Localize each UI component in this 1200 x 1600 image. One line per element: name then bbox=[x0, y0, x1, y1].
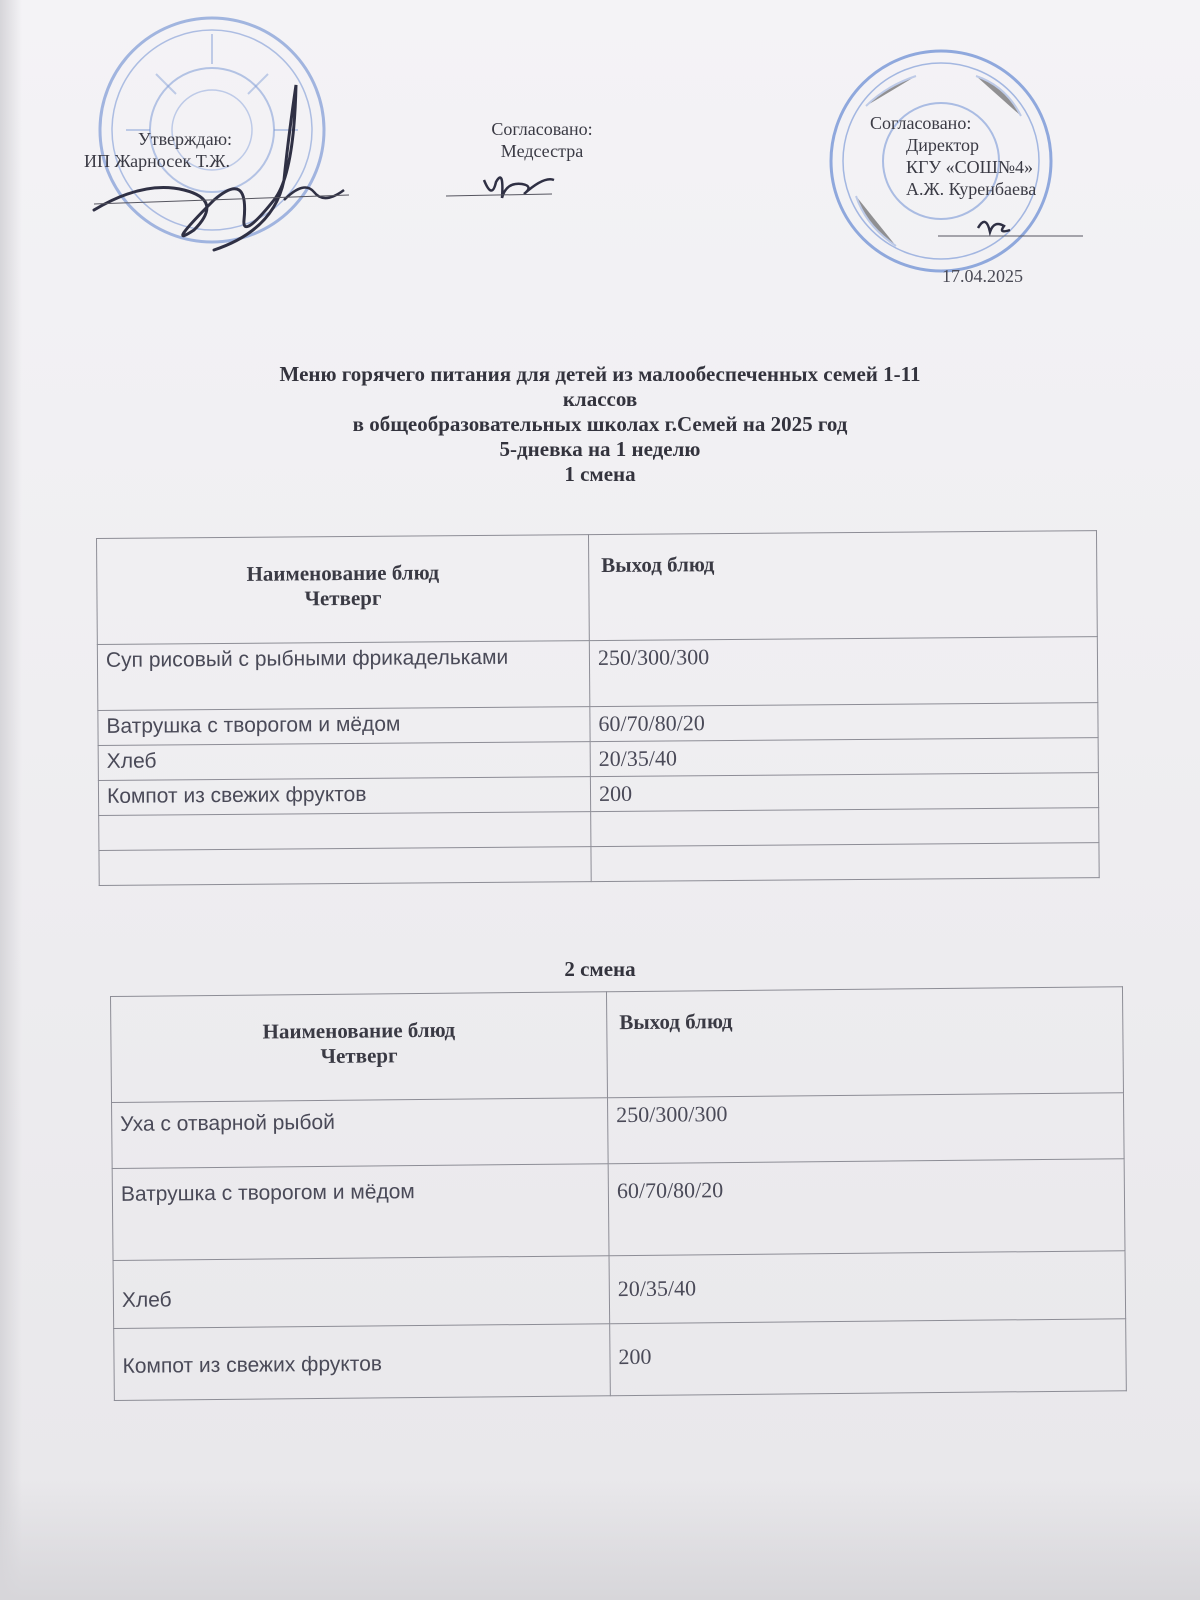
portion-cell: 200 bbox=[610, 1319, 1127, 1396]
portion-cell: 60/70/80/20 bbox=[608, 1159, 1125, 1256]
portion-cell: 250/300/300 bbox=[589, 637, 1098, 707]
portion-cell: 20/35/40 bbox=[609, 1251, 1126, 1324]
director-title: Директор bbox=[906, 135, 980, 155]
title-line-1: Меню горячего питания для детей из малообеспеченных семей 1-11 bbox=[279, 362, 921, 386]
table-row bbox=[112, 1093, 1125, 1169]
approval-date: 17.04.2025 bbox=[942, 266, 1023, 286]
dish-name-header bbox=[97, 535, 590, 645]
dish-name-header-text: Наименование блюд bbox=[246, 560, 440, 586]
signature-director bbox=[938, 208, 1088, 253]
portion-cell bbox=[591, 808, 1099, 847]
title-line-2: классов bbox=[562, 387, 638, 411]
portion-header: Выход блюд bbox=[588, 531, 1097, 641]
approver-name: ИП Жарносек Т.Ж. bbox=[84, 151, 231, 171]
table-row bbox=[114, 1319, 1127, 1401]
table-row bbox=[97, 637, 1097, 711]
portion-cell bbox=[591, 843, 1099, 882]
dish-name-cell: Хлеб bbox=[113, 1256, 610, 1329]
agreed-label-nurse: Согласовано: bbox=[491, 119, 593, 139]
portion-cell: 60/70/80/20 bbox=[590, 703, 1098, 742]
weekday-header-text: Четверг bbox=[304, 585, 382, 611]
dish-name-cell: Ватрушка с творогом и мёдом bbox=[112, 1164, 609, 1261]
agreed-label-director: Согласовано: bbox=[870, 113, 972, 133]
approve-label: Утверждаю: bbox=[138, 129, 233, 149]
portion-cell: 20/35/40 bbox=[590, 738, 1098, 777]
table-row bbox=[113, 1251, 1126, 1329]
title-line-3: в общеобразовательных школах г.Семей на 2025 год bbox=[352, 412, 848, 436]
portion-cell: 200 bbox=[590, 773, 1098, 812]
portion-cell: 250/300/300 bbox=[607, 1093, 1124, 1164]
table-row bbox=[99, 843, 1099, 886]
dish-name-cell: Суп рисовый с рыбными фрикадельками bbox=[97, 641, 590, 711]
shift-1-label: 1 смена bbox=[564, 462, 636, 486]
nurse-title: Медсестра bbox=[500, 141, 584, 161]
agreed-nurse-block bbox=[462, 118, 622, 162]
dish-name-cell bbox=[99, 812, 591, 851]
dish-name-cell bbox=[99, 847, 591, 886]
signature-left bbox=[74, 80, 364, 265]
dish-name-header bbox=[111, 992, 608, 1103]
dish-name-cell: Уха с отварной рыбой bbox=[112, 1098, 609, 1169]
title-line-4: 5-дневка на 1 неделю bbox=[499, 437, 701, 461]
dish-name-cell: Хлеб bbox=[98, 742, 590, 781]
signature-nurse bbox=[444, 160, 564, 215]
dish-name-cell: Компот из свежих фруктов bbox=[114, 1324, 611, 1401]
table-row bbox=[112, 1159, 1125, 1261]
page-shadow-left bbox=[0, 0, 22, 1600]
agreed-director-block bbox=[870, 112, 1080, 200]
shift-2-label: 2 смена bbox=[564, 957, 636, 981]
shift-1-menu-table bbox=[96, 530, 1100, 886]
director-name: А.Ж. Куренбаева bbox=[906, 179, 1037, 199]
table-header-row bbox=[111, 987, 1124, 1103]
portion-header: Выход блюд bbox=[606, 987, 1123, 1098]
shift-2-menu-table bbox=[110, 986, 1127, 1401]
dish-name-cell: Компот из свежих фруктов bbox=[98, 777, 590, 816]
weekday-header-text: Четверг bbox=[320, 1043, 398, 1068]
school-name: КГУ «СОШ№4» bbox=[906, 157, 1033, 177]
table-header-row bbox=[97, 531, 1098, 645]
dish-name-cell: Ватрушка с творогом и мёдом bbox=[98, 707, 590, 746]
menu-title bbox=[90, 362, 1110, 487]
dish-name-header-text: Наименование блюд bbox=[262, 1017, 456, 1044]
page-shadow-bottom bbox=[0, 1480, 1200, 1600]
